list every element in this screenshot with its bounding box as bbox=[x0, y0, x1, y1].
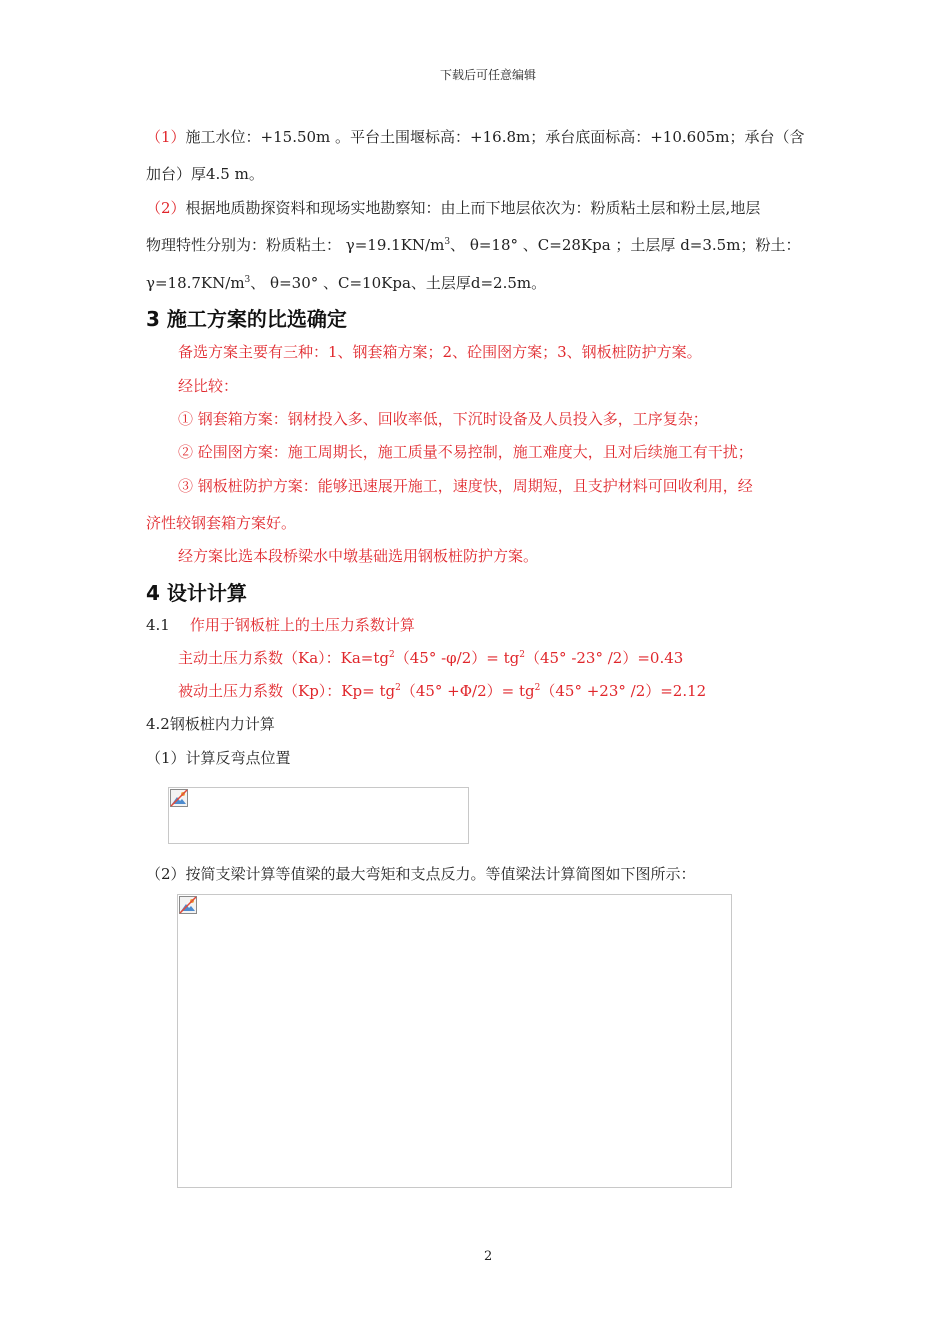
list-item-continuation: 济性较钢套箱方案好。 bbox=[146, 514, 297, 532]
formula-ka bbox=[178, 648, 683, 668]
formula-segment: 被动土压力系数（Kp）：Kp= tg bbox=[178, 682, 396, 700]
superscript: 3 bbox=[244, 275, 251, 285]
item-number: （1） bbox=[146, 128, 186, 146]
image-placeholder-equivalent-beam bbox=[177, 894, 732, 1188]
formula-kp bbox=[178, 681, 706, 701]
paragraph-conclusion: 经方案比选本段桥梁水中墩基础选用钢板桩防护方案。 bbox=[178, 547, 539, 565]
broken-image-icon bbox=[170, 789, 188, 807]
formula-segment: （45° -23° /2）=0.43 bbox=[524, 649, 684, 667]
text-segment: 、 θ=30° 、C=10Kpa、土层厚d=2.5m。 bbox=[250, 274, 547, 292]
item-number: （2） bbox=[146, 199, 186, 217]
formula-segment: （45° +Φ/2）= tg bbox=[400, 682, 535, 700]
superscript: 2 bbox=[389, 650, 395, 660]
superscript: 3 bbox=[444, 237, 451, 247]
text-line: 施工水位：+15.50m 。平台土围堰标高：+16.8m；承台底面标高：+10.605m；承台（含 bbox=[185, 128, 805, 146]
text-line bbox=[146, 235, 800, 255]
paragraph-water-level bbox=[146, 127, 805, 147]
broken-image-icon bbox=[179, 896, 197, 914]
step-1: （1）计算反弯点位置 bbox=[146, 749, 291, 767]
section-heading-3: 3 施工方案的比选确定 bbox=[146, 307, 347, 331]
subsection-title: 作用于钢板桩上的土压力系数计算 bbox=[189, 616, 415, 634]
text-line: 加台）厚4.5 m。 bbox=[146, 165, 264, 183]
superscript: 2 bbox=[534, 683, 541, 693]
paragraph-intro: 备选方案主要有三种：1、钢套箱方案；2、砼围囹方案；3、钢板桩防护方案。 bbox=[178, 343, 702, 361]
text-segment: γ=18.7KN/m bbox=[146, 274, 245, 292]
subsection-heading-4-2: 4.2钢板桩内力计算 bbox=[146, 715, 275, 733]
text-line bbox=[146, 273, 546, 293]
image-placeholder-inflection-point bbox=[168, 787, 469, 844]
header-watermark: 下载后可任意编辑 bbox=[440, 68, 537, 82]
subsection-number: 4.1 bbox=[146, 616, 170, 634]
formula-segment: 主动土压力系数（Ka）：Ka=tg bbox=[178, 649, 389, 667]
text-segment: 物理特性分别为：粉质粘土： γ=19.1KN/m bbox=[146, 236, 445, 254]
compare-label: 经比较： bbox=[178, 377, 239, 395]
section-heading-4: 4 设计计算 bbox=[146, 581, 247, 605]
paragraph-geology bbox=[146, 198, 760, 218]
superscript: 2 bbox=[519, 650, 525, 660]
page-number: 2 bbox=[484, 1249, 493, 1264]
text-line: 根据地质勘探资料和现场实地勘察知：由上而下地层依次为：粉质粘土层和粉土层,地层 bbox=[185, 199, 761, 217]
formula-segment: （45° +23° /2）=2.12 bbox=[540, 682, 707, 700]
superscript: 2 bbox=[395, 683, 401, 693]
text-segment: 、 θ=18° 、C=28Kpa ；土层厚 d=3.5m；粉土： bbox=[450, 236, 801, 254]
subsection-heading-4-1 bbox=[146, 615, 415, 635]
formula-segment: （45° -φ/2）= tg bbox=[394, 649, 520, 667]
list-item: ③ 钢板桩防护方案：能够迅速展开施工，速度快，周期短，且支护材料可回收利用，经 bbox=[178, 477, 753, 495]
step-2: （2）按简支梁计算等值梁的最大弯矩和支点反力。等值梁法计算简图如下图所示： bbox=[146, 865, 696, 883]
list-item: ① 钢套箱方案：钢材投入多、回收率低，下沉时设备及人员投入多，工序复杂； bbox=[178, 410, 708, 428]
list-item: ② 砼围囹方案：施工周期长，施工质量不易控制，施工难度大，且对后续施工有干扰； bbox=[178, 443, 753, 461]
